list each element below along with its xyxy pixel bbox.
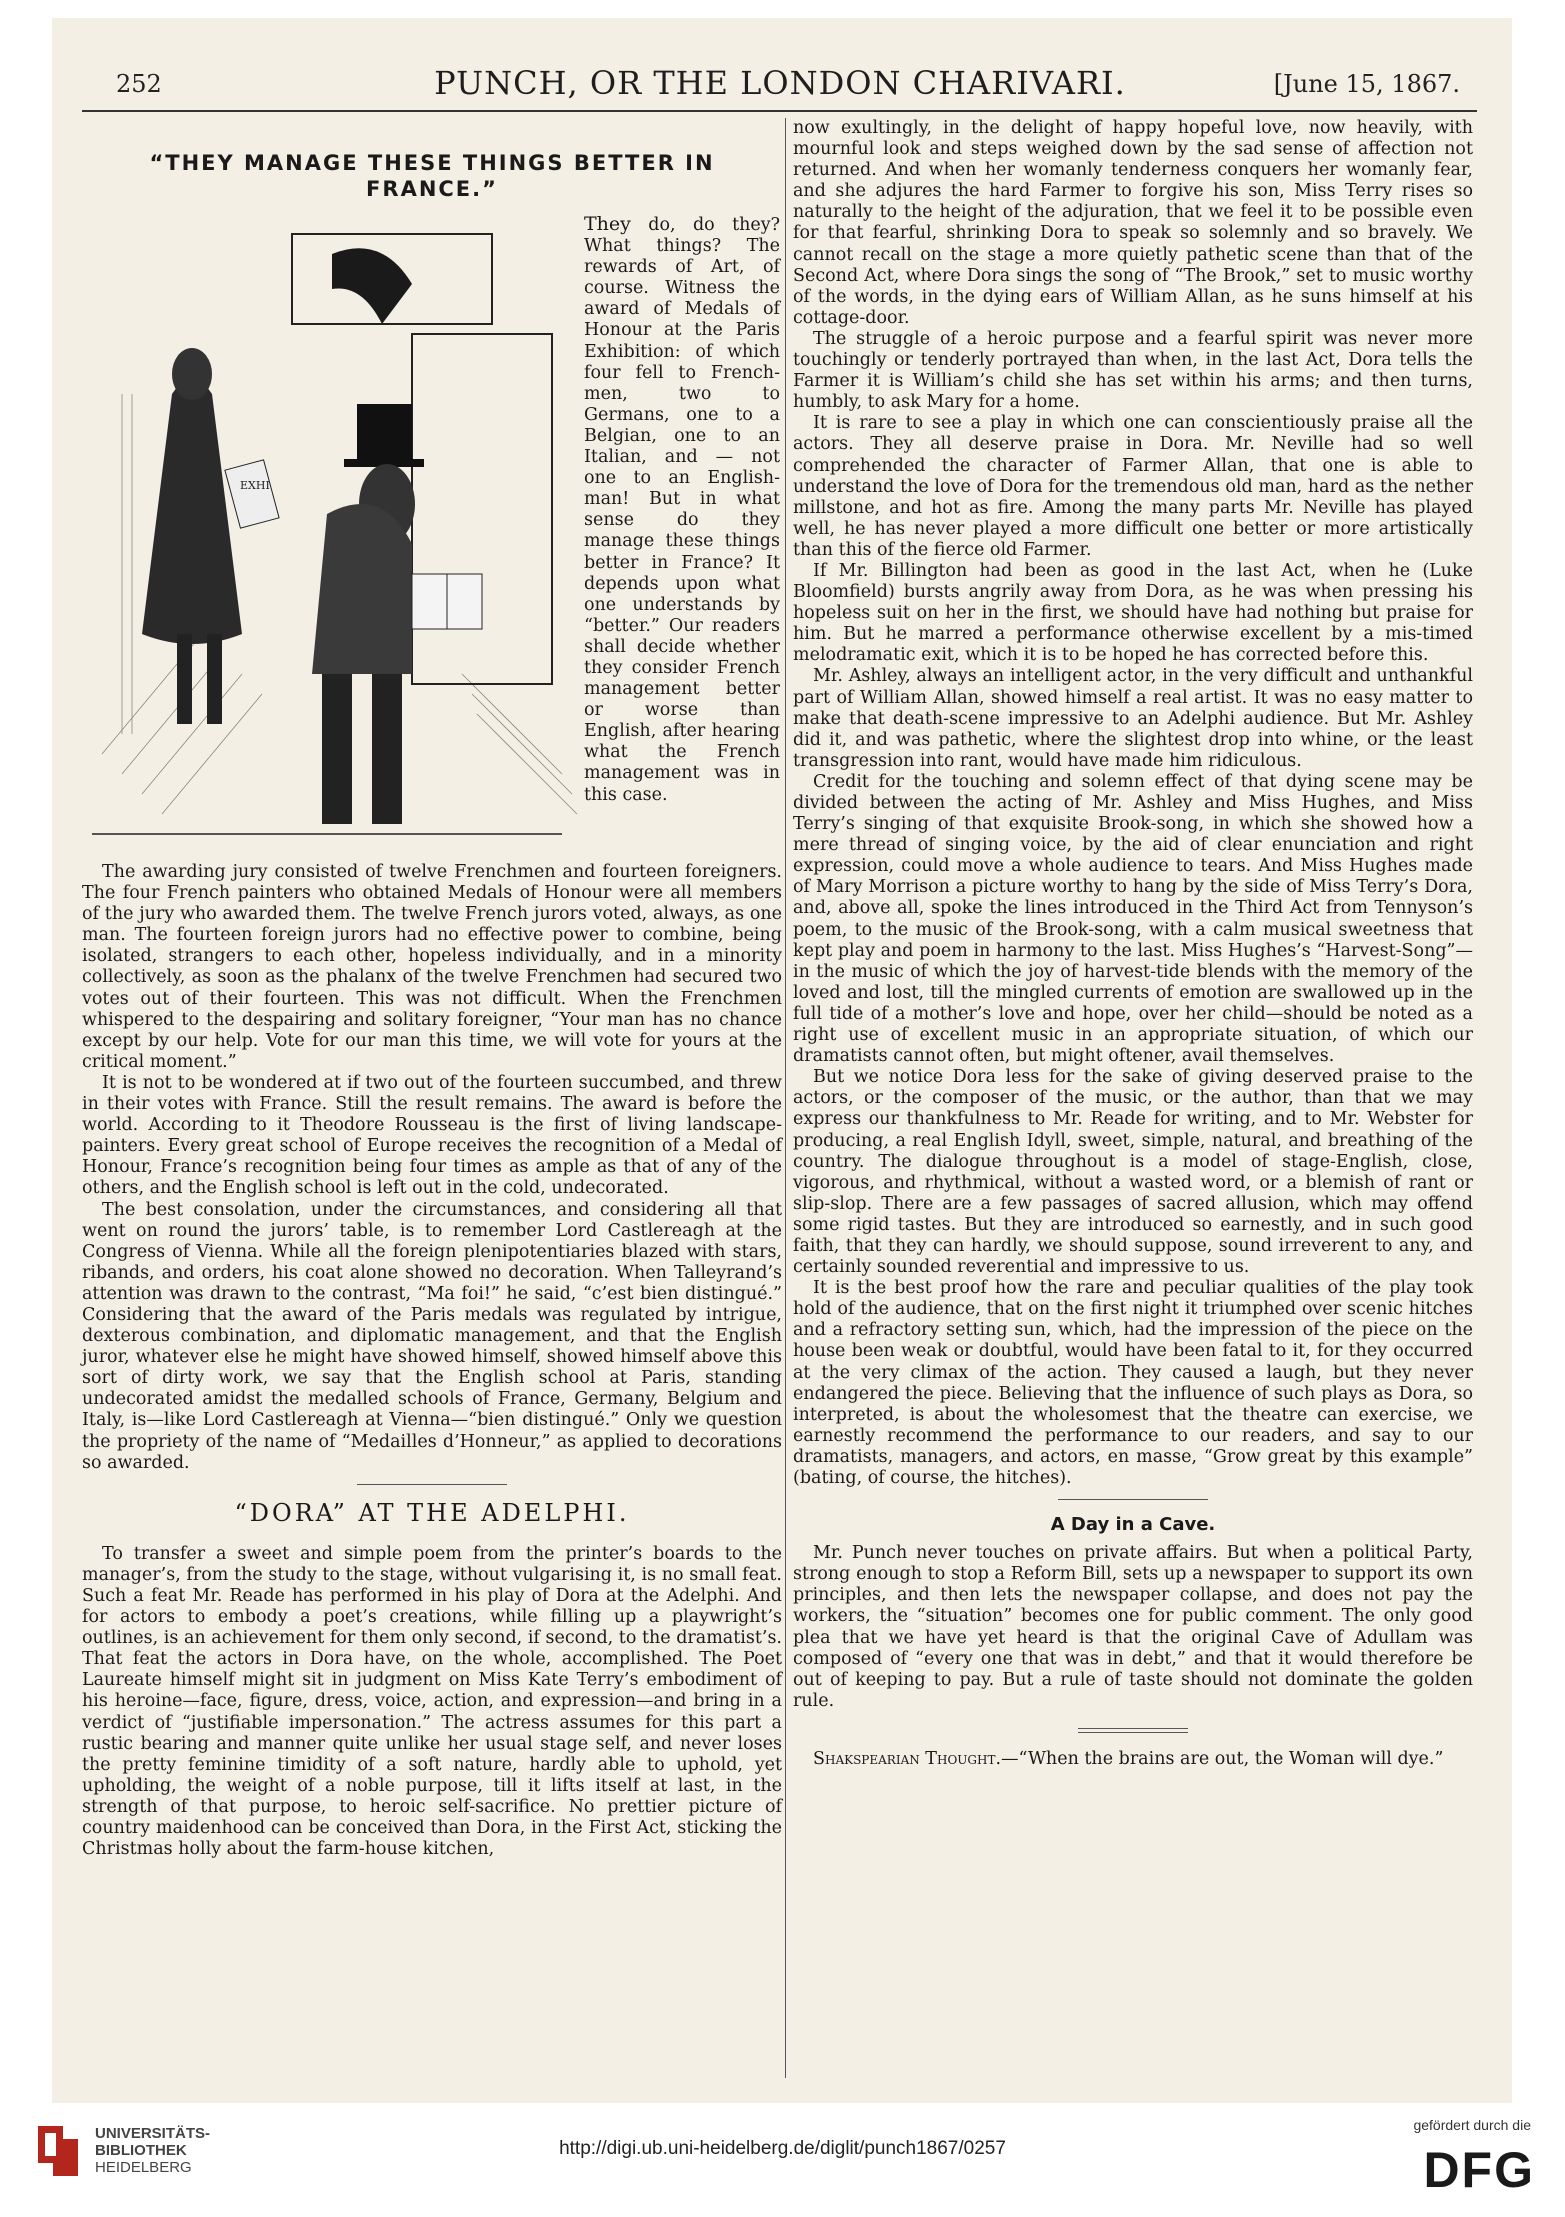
paragraph: It is not to be wondered at if two out of the fourteen succumbed, and threw in their votes with France. Still the result remains. The award is before the world. According to it Theodore Rousseau is the first of living landscape-painters. Every great school of Europe receives the recognition of a Medal of Honour, France’s recognition being four times as ample as that of any of the others, and the English school is left out in the cold, undecorated. [82,1072,782,1199]
paragraph: To transfer a sweet and simple poem from the printer’s boards to the manager’s, from the study to the stage, without vulgarising it, is no small feat. Such a feat Mr. Reade has performed in his play of Dora at the Adelphi. And for actors to embody a poet’s creations, while filling up a playwright’s outlines, is an achievement for them only second, if second, to the dramatist’s. That feat the actors in Dora have, on the whole, accomplished. The Poet Laureate himself might sit in judgment on Miss Kate Terry’s embodiment of his heroine—face, figure, dress, voice, action, and expression—and bring in a verdict of “justifiable impersonation.” The actress assumes for this part a rustic bearing and manner quite unlike her usual stage self, and never loses the pretty feminine timidity of a soft nature, hardly able to uphold, yet upholding, the weight of a noble purpose, till it lifts itself at last, in the strength of that purpose, to heroic self-sacrifice. No prettier picture of country maidenhood can be conceived than Dora, in the First Act, sticking the Christmas holly about the farm-house kitchen, [82,1543,782,1860]
paragraph: If Mr. Billington had been as good in the last Act, when he (Luke Bloomfield) bursts angrily away from Dora, as he was when pressing his hopeless suit on her in the first, we should have had nothing but praise for him. But he marred a performance otherwise excellent by a mis-timed melodramatic exit, which it is to be hoped he has corrected before this. [793,560,1473,666]
right-column [793,118,1473,1770]
paragraph: Credit for the touching and solemn effect of that dying scene may be divided between the acting of Mr. Ashley and Miss Hughes, and Miss Terry’s singing of that exquisite Brook-song, in which she showed how a mere thread of singing voice, by the aid of clear enunciation and right expression, could move a whole audience to tears. And Miss Hughes made of Mary Morrison a picture worthy to hang by the side of Miss Terry’s Dora, and, above all, spoke the lines introduced in the Third Act from Tennyson’s poem, to the music of the Brook-song, with a calm musical sweetness that kept play and poem in harmony to the last. Miss Hughes’s “Harvest-Song”—in the music of which the joy of harvest-tide blends with the memory of the loved and lost, till the mingled currents of emotion are swallowed up in the full tide of a mother’s love and hope, over her child—should be noted as a right use of excellent music in an appropriate situation, of which our dramatists cannot often, but might oftener, avail themselves. [793,771,1473,1067]
paragraph: Mr. Ashley, always an intelligent actor, in the very difficult and unthankful part of William Allan, showed himself a real artist. It was no easy matter to make that death-scene impressive to an Adelphi audience. But Mr. Ashley did it, and was pathetic, where the slightest drop into whine, or the least transgression into rant, would have made him ridiculous. [793,666,1473,771]
library-line: UNIVERSITÄTS- [95,2125,211,2142]
placard-text: EXHI [240,479,270,492]
paragraph: The awarding jury consisted of twelve Frenchmen and fourteen foreigners. The four French painters who obtained Medals of Honour were all members of the jury who awarded them. The twelve French jurors voted, always, as one man. The fourteen foreign jurors had no effective power to combine, being isolated, strangers to each other, hopeless individually, and in a minority collectively, as soon as the phalanx of the twelve Frenchmen had secured two votes out of their fourteen. This was not difficult. When the Frenchmen whispered to the despairing and solitary foreigner, “Your man has no chance except by our help. Vote for our man this time, we will vote for yours at the critical moment.” [82,862,782,1072]
section-rule [1058,1499,1208,1500]
header-rule [82,110,1477,112]
page-header [80,64,1480,104]
paragraph [793,1749,1473,1770]
column-divider [785,118,786,2078]
left-column [82,150,782,1860]
cartoon-illustration-icon [82,214,582,864]
funding-note: gefördert durch die [1413,2117,1531,2133]
dfg-logo: DFG [1423,2142,1535,2198]
paragraph: Mr. Punch never touches on private affairs. But when a political Party, strong enough to stop a Reform Bill, sets up a newspaper to support its own principles, and then lets the newspaper collapse, and does not pay the workers, the “situation” becomes one for public comment. The only good plea that we have yet heard is that the original Cave of Adullam was composed of “every one that was in debt,” and that it would therefore be out of keeping to pay. But a rule of taste should not dominate the golden rule. [793,1543,1473,1711]
illustration-wrap [82,214,782,862]
section-rule [357,1484,507,1485]
paragraph: But we notice Dora less for the sake of giving deserved praise to the actors, or the composer of the music, or the author, than that we may express our thankfulness to Mr. Reade for writing, and to Mr. Webster for producing, a real English Idyll, sweet, simple, natural, and breathing of the country. The dialogue throughout is a model of stage-English, close, vigorous, and rhythmical, without a wasted word, or a blemish of rant or slip-slop. There are a few passages of sacred allusion, which may offend some rigid tastes. But they are introduced so earnestly, and in such good faith, that they can hardly, we should suppose, sound irreverent to any, and certainly sounded reverential and impressive to us. [793,1067,1473,1278]
item-text: —“When the brains are out, the Woman will dye.” [1001,1748,1444,1769]
library-line: BIBLIOTHEK [95,2142,187,2159]
article-heading: “DORA” AT THE ADELPHI. [234,1498,630,1527]
item-label: Shakspearian Thought. [813,1748,1002,1769]
section-rule [1078,1728,1188,1733]
page-number: 252 [116,70,162,98]
intro-text: do, do they? What things? The rewards of Art, of course. Witness the award of Medals of Honour at the Paris Exhibition: of which four fell to French-men, two to Germans, one to a Belgian, one to an Italian, and — not one to an English-man! But in what sense do they manage these things better in France? It depends upon what one understands by “better.” Our readers shall decide whether they consider French management better or worse than English, after hearing what the French management was in this case. [584,215,780,805]
paragraph: It is rare to see a play in which one can conscientiously praise all the actors. They all deserve praise in Dora. Mr. Neville had so well comprehended the character of Farmer Allan, that one is able to understand the love of Dora for the tremendous old man, hard as the nether millstone, and hot as fire. Among the many parts Mr. Neville has played well, he has never played a more difficult one better or more artistically than this of the fierce old Farmer. [793,413,1473,560]
paragraph: The struggle of a heroic purpose and a fearful spirit was never more touchingly or tenderly portrayed than when, in the last Act, Dora tells the Farmer it is William’s child she has set within his arms; and then turns, humbly, to ask Mary for a home. [793,328,1473,413]
article-heading: A Day in a Cave. [1050,1514,1216,1536]
library-line: HEIDELBERG [95,2159,192,2176]
article-heading: “THEY MANAGE THESE THINGS BETTER IN FRANCE.” [149,151,715,201]
paragraph: It is the best proof how the rare and peculiar qualities of the play took hold of the audience, that on the first night it triumphed over scenic hitches and a refractory setting sun, which, had the impression of the piece on the house been weak or doubtful, would have been fatal to it, for they occurred at the very climax of the action. They caused a laugh, but they never endangered the piece. Believing that the influence of such plays as Dora, so interpreted, is about the wholesomest that the theatre can exercise, we earnestly recommend the performance to our readers, and say to our dramatists, managers, and actors, en masse, “Grow great by this example” (bating, of course, the hitches). [793,1278,1473,1488]
drop-cap-text: They [584,213,631,235]
viewer-footer [0,2103,1565,2217]
publication-title: PUNCH, OR THE LONDON CHARIVARI. [434,64,1126,102]
permalink[interactable]: http://digi.ub.uni-heidelberg.de/diglit/punch1867/0257 [559,2138,1006,2159]
paragraph-continued: now exultingly, in the delight of happy hopeful love, now heavily, with mournful look and steps weighed down by the sad sense of affection not returned. And when her womanly tenderness conquers her womanly fear, and she adjures the hard Farmer to forgive his son, Miss Terry rises so naturally to the height of the adjuration, that we feel it to be possible even for that fearful, shrinking Dora to speak so solemnly and so bravely. We cannot recall on the stage a more quietly pathetic scene than that of the Second Act, where Dora sings the song of “The Brook,” set to music worthy of the words, in the dying ears of William Allan, as he suns himself at his cottage-door. [793,118,1473,328]
issue-date: [June 15, 1867. [1273,70,1460,98]
paragraph: The best consolation, under the circumstances, and considering all that went on round the jurors’ table, is to remember Lord Castlereagh at the Congress of Vienna. While all the foreign plenipotentiaries blazed with stars, ribands, and orders, his coat alone showed no decoration. When Talleyrand’s attention was drawn to the contrast, “Ma foi!” he said, “c’est bien distingué.” Considering that the award of the Paris medals was regulated by intrigue, dexterous combination, and diplomatic management, and that the English juror, whatever else he might have showed himself, showed himself above this sort of dirty work, we say that the English school at Paris, standing undecorated amidst the medalled schools of France, Germany, Belgium and Italy, is—like Lord Castlereagh at Vienna—“bien distingué.” Only we question the propriety of the name of “Medailles d’Honneur,” as applied to decorations so awarded. [82,1199,782,1473]
wrapped-intro [584,214,780,806]
